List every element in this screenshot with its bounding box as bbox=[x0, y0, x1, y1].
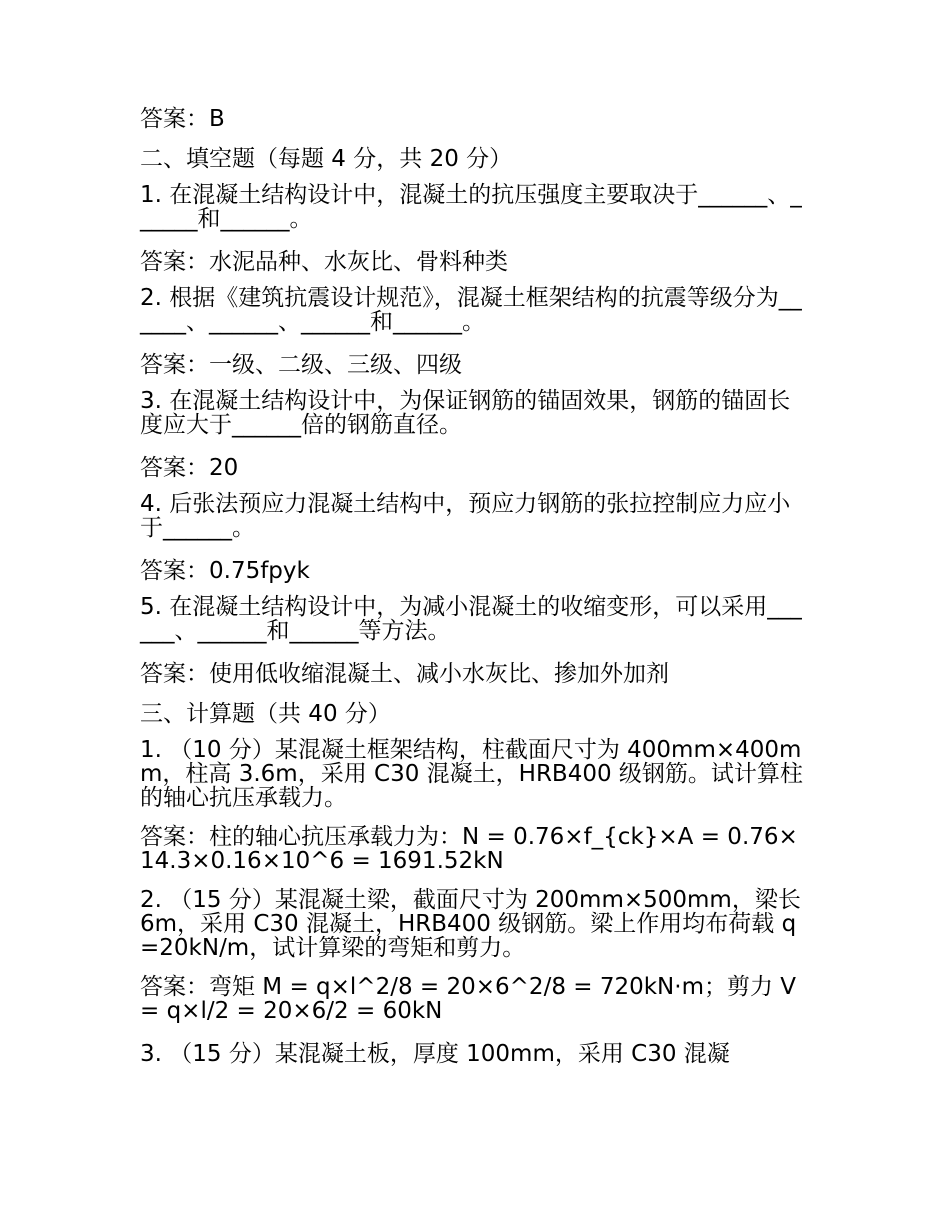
question-calc-2: 2. （15 分）某混凝土梁，截面尺寸为 200mm×500mm，梁长 6m，采用 C30 混凝土，HRB400 级钢筋。梁上作用均布荷载 q=20kN/m，试计算梁的弯矩和剪力。 bbox=[140, 887, 801, 961]
question-fill-3: 3. 在混凝土结构设计中，为保证钢筋的锚固效果，钢筋的锚固长度应大于______倍的钢筋直径。 bbox=[140, 388, 791, 438]
question-fill-4: 4. 后张法预应力混凝土结构中，预应力钢筋的张拉控制应力应小于______。 bbox=[140, 491, 791, 541]
section-heading-calculation: 三、计算题（共 40 分） bbox=[140, 701, 391, 727]
answer-fill-2: 答案：一级、二级、三级、四级 bbox=[140, 352, 462, 378]
answer-calc-2: 答案：弯矩 M = q×l^2/8 = 20×6^2/8 = 720kN·m；剪力 V = q×l/2 = 20×6/2 = 60kN bbox=[140, 974, 797, 1024]
answer-fill-5: 答案：使用低收缩混凝土、减小水灰比、掺加外加剂 bbox=[140, 661, 669, 687]
question-calc-3: 3. （15 分）某混凝土板，厚度 100mm，采用 C30 混凝 bbox=[140, 1041, 730, 1067]
question-calc-1: 1. （10 分）某混凝土框架结构，柱截面尺寸为 400mm×400mm，柱高 3.6m，采用 C30 混凝土，HRB400 级钢筋。试计算柱的轴心抗压承载力。 bbox=[140, 737, 803, 811]
answer-line: 答案：B bbox=[140, 106, 225, 132]
answer-fill-3: 答案：20 bbox=[140, 455, 239, 481]
question-fill-5: 5. 在混凝土结构设计中，为减小混凝土的收缩变形，可以采用______、______和______等方法。 bbox=[140, 594, 802, 644]
answer-fill-1: 答案：水泥品种、水灰比、骨料种类 bbox=[140, 249, 508, 275]
section-heading-fill-in: 二、填空题（每题 4 分，共 20 分） bbox=[140, 146, 513, 172]
answer-fill-4: 答案：0.75fpyk bbox=[140, 558, 310, 584]
question-fill-1: 1. 在混凝土结构设计中，混凝土的抗压强度主要取决于______、______和______。 bbox=[140, 182, 802, 232]
document-body bbox=[140, 103, 810, 1078]
answer-calc-1: 答案：柱的轴心抗压承载力为：N = 0.76×f_{ck}×A = 0.76×14.3×0.16×10^6 = 1691.52kN bbox=[140, 824, 798, 874]
question-fill-2: 2. 根据《建筑抗震设计规范》，混凝土框架结构的抗震等级分为______、______、______和______。 bbox=[140, 285, 802, 335]
